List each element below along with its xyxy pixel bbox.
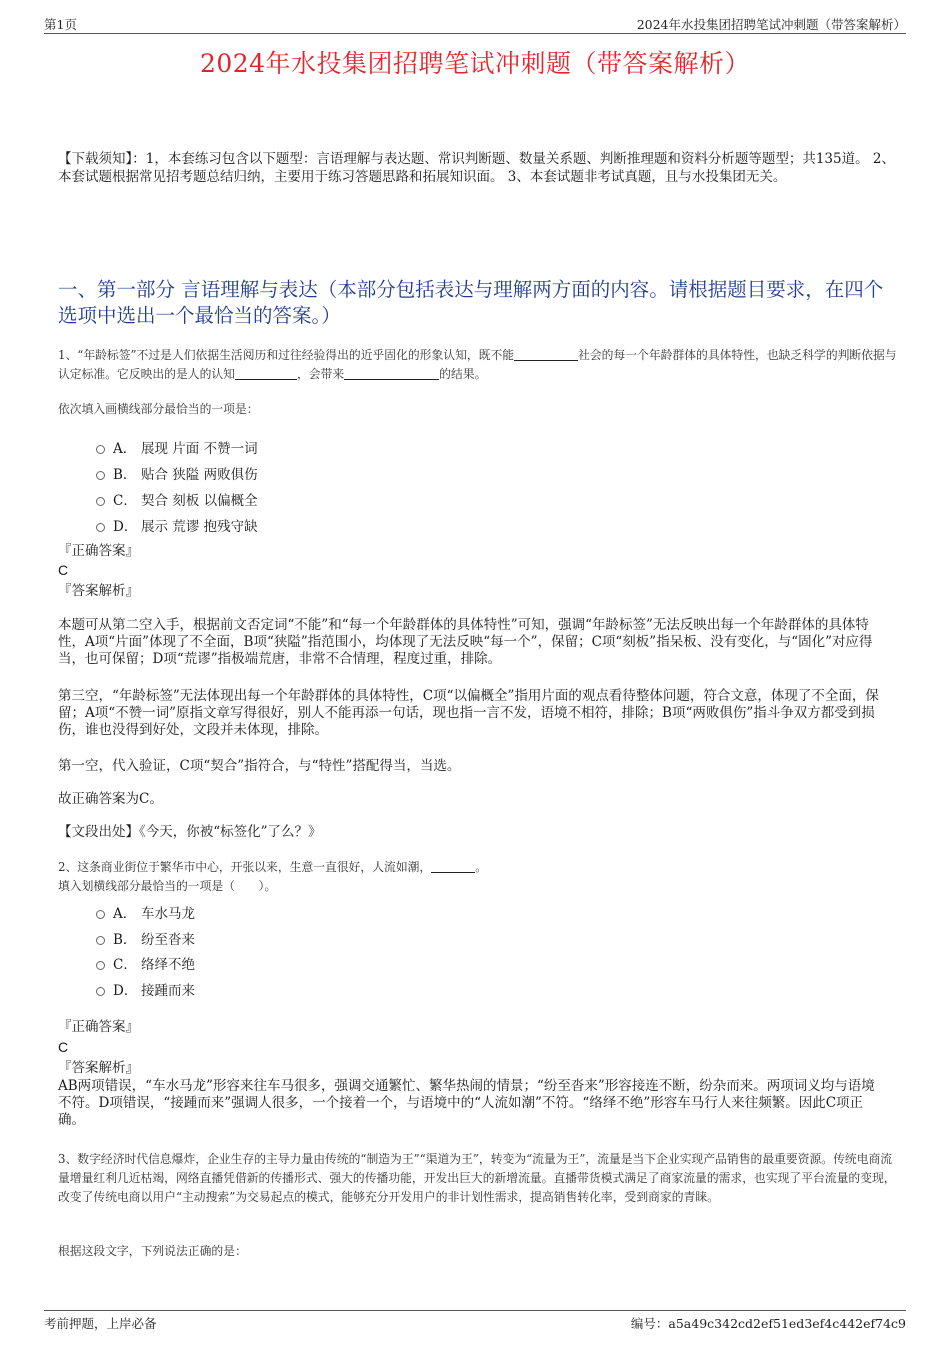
radio-icon[interactable] [96,471,105,480]
radio-icon[interactable] [96,936,105,945]
analysis-paragraph: 本题可从第二空入手，根据前文否定词“不能”和“每一个年龄群体的具体特性”可知，强调“年龄标签”无法反映出每一个年龄群体的具体特性，A项“片面”体现了不全面，B项“狭隘”指范围小，均体现了无法反映“每一个”，保留；C项“刻板”指呆板、没有变化，与“固化”对应得当，也可保留；D项“荒谬”指极端荒唐，非常不合情理，程度过重，排除。 [58,617,873,667]
question-3-prompt: 根据这段文字，下列说法正确的是： [58,1244,247,1258]
radio-icon[interactable] [96,910,105,919]
header-rule [44,33,906,34]
blank-1 [514,348,578,361]
blank-2 [235,367,297,380]
question-2-prompt: 填入划横线部分最恰当的一项是（ ）。 [58,879,277,893]
radio-icon[interactable] [96,497,105,506]
analysis-paragraph: 第一空，代入验证，C项“契合”指符合，与“特性”搭配得当，当选。 [58,758,461,774]
answer-label: 『正确答案』 [58,543,139,559]
option-c[interactable]: C． 络绎不绝 [96,953,195,973]
option-d[interactable]: D． 展示 荒谬 抱残守缺 [96,515,258,535]
analysis-paragraph: 第三空，“年龄标签”无法体现出每一个年龄群体的具体特性，C项“以偏概全”指用片面的观点看待整体问题，符合文意，体现了不全面，保留；A项“不赞一词”原指文章写得很好，别人不能再添一句话，现也指一言不发，语境不相符，排除；B项“两败俱伤”指斗争双方都受到损伤，谁也没得到好处，文段并未体现，排除。 [58,688,879,738]
section-heading: 一、第一部分 言语理解与表达（本部分包括表达与理解两方面的内容。请根据题目要求，在四个选项中选出一个最恰当的答案。） [58,278,884,327]
question-1-stem: 1、“年龄标签”不过是人们依据生活阅历和过往经验得出的近乎固化的形象认知，既不能 社会的每一个年龄群体的具体特性，也缺乏科学的判断依据与认定标准。它反映出的是人的认知 ，会带来 的结果。 [58,348,897,381]
option-a[interactable]: A． 展现 片面 不赞一词 [96,437,258,457]
blank [431,860,475,873]
option-d[interactable]: D． 接踵而来 [96,979,195,999]
analysis-label: 『答案解析』 [58,583,139,599]
analysis-conclusion: 故正确答案为C。 [58,791,163,807]
page-title: 2024年水投集团招聘笔试冲刺题（带答案解析） [199,49,751,78]
question-2-stem: 2、这条商业街位于繁华市中心，开张以来，生意一直很好，人流如潮， 。 [58,860,488,874]
radio-icon[interactable] [96,523,105,532]
option-b[interactable]: B． 贴合 狭隘 两败俱伤 [96,463,258,483]
footer-slogan: 考前押题，上岸必备 [44,1316,157,1331]
question-1-prompt: 依次填入画横线部分最恰当的一项是： [58,402,259,416]
answer-value: C [58,562,69,578]
option-c[interactable]: C． 契合 刻板 以偏概全 [96,489,258,509]
option-b[interactable]: B． 纷至沓来 [96,928,195,948]
footer-doc-id: 编号：a5a49c342cd2ef51ed3ef4c442ef74c9 [630,1316,906,1331]
question-3-stem: 3、数字经济时代信息爆炸，企业生存的主导力量由传统的“制造为王”“渠道为王”，转变为“流量为王”，流量是当下企业实现产品销售的最重要资源。传统电商流量增量红利几近枯竭，网络直播凭借新的传播形式、强大的传播功能，开发出巨大的新增流量。直播带货模式满足了商家流量的需求，也实现了平台流量的变现，改变了传统电商以用户“主动搜索”为交易起点的模式，能够充分开发用户的非计划性需求，提高销售转化率，受到商家的青睐。 [58,1152,896,1204]
analysis-paragraph: AB两项错误，“车水马龙”形容来往车马很多，强调交通繁忙、繁华热闹的情景；“纷至沓来”形容接连不断，纷杂而来。两项词义均与语境不符。D项错误，“接踵而来”强调人很多，一个接着一个，与语境中的“人流如潮”不符。“络绎不绝”形容车马行人来往频繁。因此C项正确。 [58,1078,875,1128]
radio-icon[interactable] [96,987,105,996]
option-a[interactable]: A． 车水马龙 [96,902,195,922]
footer-rule [44,1310,906,1311]
source-citation: 【文段出处】《今天，你被“标签化”了么？》 [58,824,322,840]
answer-value: C [58,1039,69,1055]
answer-label: 『正确答案』 [58,1019,139,1035]
analysis-label: 『答案解析』 [58,1060,139,1076]
download-notice: 【下载须知】：1，本套练习包含以下题型：言语理解与表达题、常识判断题、数量关系题、判断推理题和资料分析题等题型；共135道。 2、本套试题根据常见招考题总结归纳，主要用于练习答题思路和拓展知识面。 3、本套试题非考试真题，且与水投集团无关。 [58,151,895,185]
radio-icon[interactable] [96,961,105,970]
page-number: 第1页 [44,17,77,32]
header-doc-title: 2024年水投集团招聘笔试冲刺题（带答案解析） [636,17,906,32]
blank-3 [344,367,439,380]
radio-icon[interactable] [96,445,105,454]
